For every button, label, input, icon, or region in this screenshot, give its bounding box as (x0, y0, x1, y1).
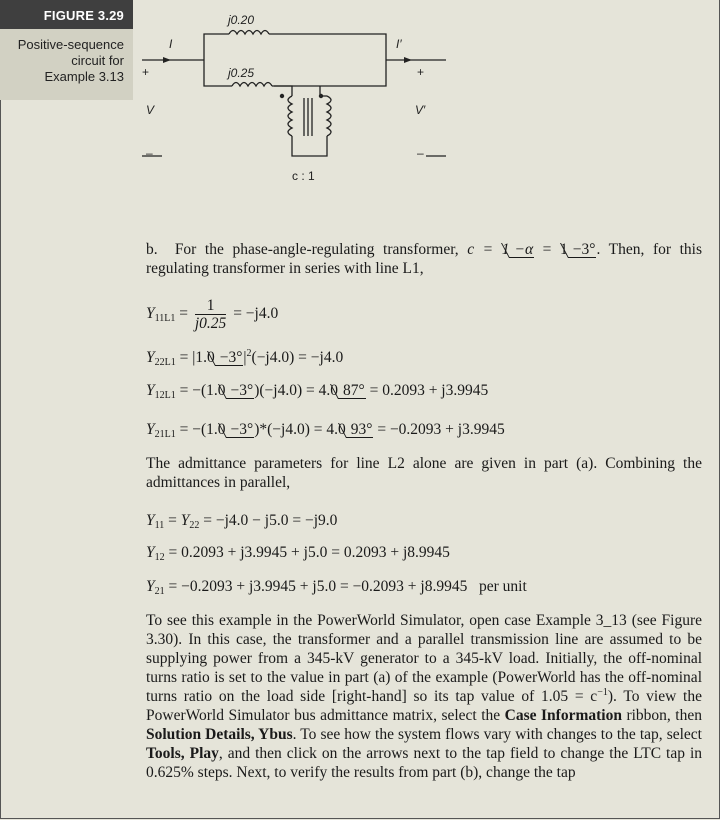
polarity-dot (280, 94, 284, 98)
plus-right: + (417, 65, 425, 79)
equation-y21: $Y_{21} = -0.2093 + j3.9945 + j5.0 = -0.2093 + j8.9945$ per unit (146, 578, 527, 597)
circuit-diagram (134, 0, 454, 190)
paragraph-powerworld: To see this example in the PowerWorld Simulator, open case Example 3_13 (see Figure 3.30). In this case, the transformer and a parallel transmission line are assumed to be supplying power from a 345-kV generator to a 345-kV load. Initially, the off-nominal turns ratio is set to the value in part (a) of the example (PowerWorld has the off-nominal turns ratio on the load side [right-hand] so its tap value of $1.05 = c^{-1}$). To view the PowerWorld Simulator bus admittance matrix, select the Case Information ribbon, then Solution Details, Ybus. To see how the system flows vary with changes to the tap, select Tools, Play, and then click on the arrows next to the tap field to change the LTC tap in 0.625% steps. Next, to verify the results from part (b), change the tap (146, 612, 703, 781)
equation-y22-l1: $Y_{22L1} = |1.0 -3^\circ|^2(-j4.0) = -j4.0$ (146, 348, 344, 368)
voltage-right-label: V′ (415, 103, 426, 117)
figure-label: FIGURE 3.29 (0, 0, 133, 29)
caption-line: Positive-sequence (17, 37, 124, 52)
polarity-dot (319, 94, 323, 98)
equation-y12: $Y_{12} = 0.2093 + j3.9945 + j5.0 = 0.2093 + j8.9945$ (146, 544, 450, 563)
equation-y11-l1: $Y_{11L1}$ = $\frac{1}{j0.25}$ = −j4.0 (146, 297, 279, 332)
voltage-left-label: V (146, 103, 155, 117)
caption-line: Example 3.13 (44, 69, 124, 84)
turns-ratio-label: c : 1 (292, 169, 315, 183)
minus-right: – (417, 146, 424, 160)
current-arrow-left (163, 57, 171, 63)
paragraph-parallel-admittances: The admittance parameters for line L2 alone are given in part (a). Combining the admittances in parallel, (146, 455, 702, 491)
current-right-label: I′ (396, 37, 402, 51)
z-top-label: j0.20 (228, 13, 255, 27)
figure-caption (0, 37, 124, 85)
current-left-label: I (169, 37, 173, 51)
part-b-paragraph: b. For the phase-angle-regulating transformer, c = 1 −α = 1 −3°. Then, for this regulating transformer in series with line L1, (146, 241, 703, 277)
minus-left: – (146, 146, 153, 160)
equation-y12-l1: $Y_{12L1} = -(1.0 -3^\circ)(-j4.0) = 4.0$ 87° = 0.2093 + j3.9945 (146, 382, 489, 401)
equation-y11-y22: $Y_{11} = Y_{22} = -j4.0 - j5.0 = -j9.0$ (146, 512, 338, 531)
equation-y21-l1: $Y_{21L1} = -(1.0 -3^\circ)*(-j4.0) = 4.0$ 93° = −0.2093 + j3.9945 (146, 421, 505, 440)
current-arrow-right (404, 57, 412, 63)
caption-line: circuit for (71, 53, 124, 68)
z-bottom-label: j0.25 (228, 66, 255, 80)
plus-left: + (142, 65, 150, 79)
